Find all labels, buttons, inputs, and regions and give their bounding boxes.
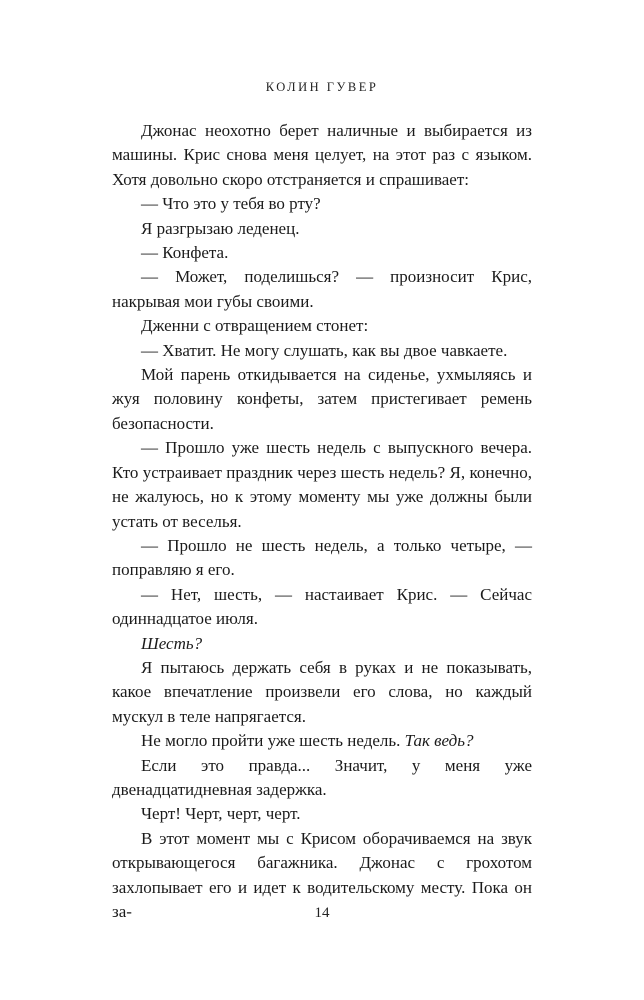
- text-segment: Не могло пройти уже шесть недель.: [141, 731, 405, 751]
- paragraph: [112, 534, 532, 583]
- text-segment: — Нет, шесть, — настаивает Крис. — Сейчас одиннадцатое июля.: [112, 584, 532, 629]
- text-segment: — Что это у тебя во рту?: [141, 194, 321, 214]
- paragraph: [112, 265, 532, 314]
- italic-text-segment: Так ведь?: [404, 731, 474, 751]
- text-segment: Если это правда... Значит, у меня уже двенадцатидневная задержка.: [112, 755, 532, 799]
- running-header: КОЛИН ГУВЕР: [265, 80, 379, 94]
- paragraph: [112, 729, 532, 753]
- paragraph: [112, 754, 532, 803]
- paragraph: [112, 436, 532, 534]
- paragraph: [112, 583, 532, 632]
- paragraph: [112, 119, 532, 192]
- text-segment: Черт! Черт, черт, черт.: [141, 804, 301, 824]
- page-number: 14: [314, 905, 330, 921]
- text-segment: — Прошло уже шесть недель с выпускного вечера. Кто устраивает праздник через шесть недель? Я, конечно, не жалуюсь, но к этому моменту мы уже должны были устать от веселья.: [112, 438, 532, 531]
- paragraph: [112, 656, 532, 729]
- paragraph: [112, 632, 532, 656]
- text-segment: — Конфета.: [141, 243, 229, 263]
- text-segment: — Прошло не шесть недель, а только четыре, — поправляю я его.: [112, 535, 532, 580]
- paragraph: [112, 339, 532, 363]
- text-segment: В этот момент мы с Крисом оборачиваемся на звук открывающегося багажника. Джонас с грохотом захлопывает его и идет к водительскому месту. Пока он за-: [112, 828, 532, 921]
- text-segment: Джонас неохотно берет наличные и выбирается из машины. Крис снова меня целует, на этот раз с языком. Хотя довольно скоро отстраняется и спрашивает:: [112, 121, 532, 189]
- text-segment: Дженни с отвращением стонет:: [141, 316, 369, 336]
- paragraph: [112, 217, 532, 241]
- paragraph: [112, 363, 532, 436]
- italic-text-segment: Шесть?: [141, 633, 203, 653]
- text-segment: Я разгрызаю леденец.: [141, 218, 300, 238]
- paragraph: [112, 192, 532, 216]
- text-segment: — Может, поделишься? — произносит Крис, накрывая мои губы своими.: [112, 267, 532, 311]
- body-text: [112, 119, 532, 924]
- text-segment: Я пытаюсь держать себя в руках и не показывать, какое впечатление произвели его слова, но каждый мускул в теле напрягается.: [112, 657, 532, 726]
- paragraph: [112, 241, 532, 265]
- paragraph: [112, 314, 532, 338]
- paragraph: [112, 802, 532, 826]
- text-segment: — Хватит. Не могу слушать, как вы двое чавкаете.: [141, 340, 508, 360]
- text-segment: Мой парень откидывается на сиденье, ухмыляясь и жуя половину конфеты, затем пристегивает ремень безопасности.: [112, 365, 532, 433]
